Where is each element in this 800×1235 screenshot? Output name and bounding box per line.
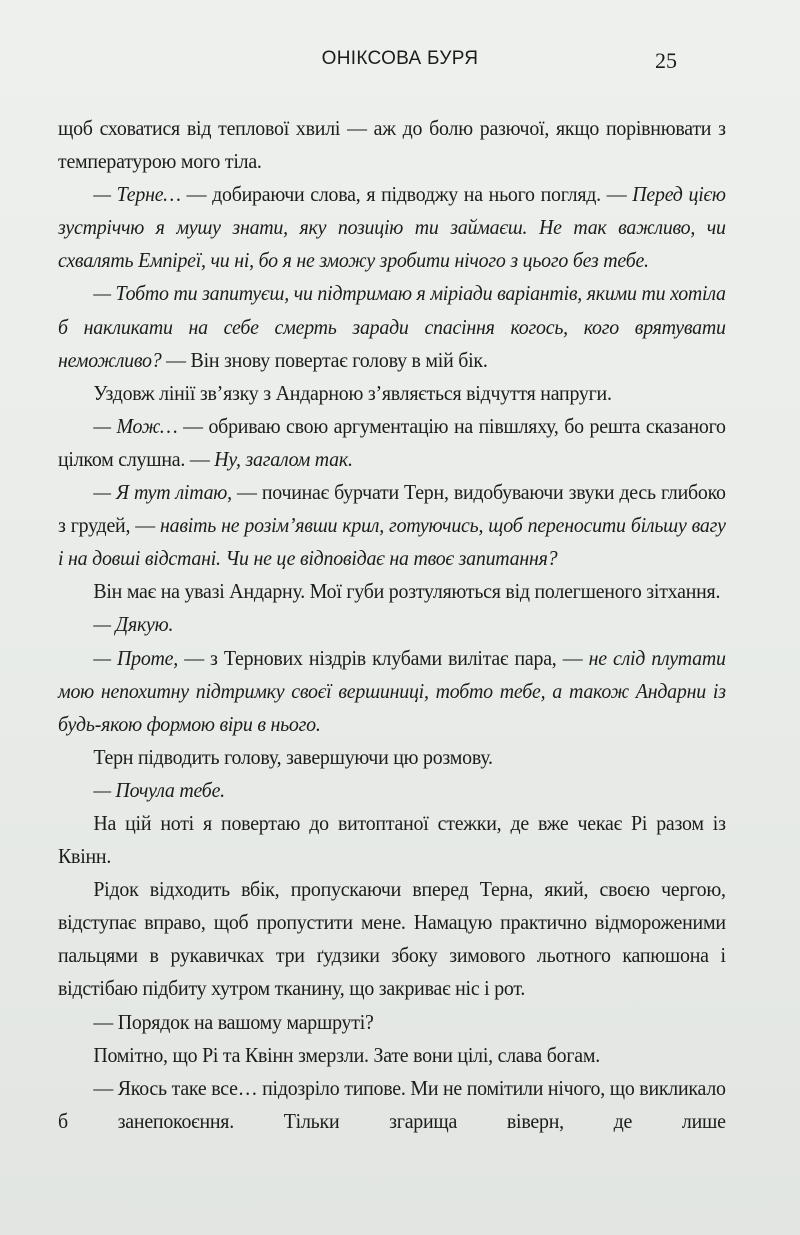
dragon-speech: — Тобто ти запитуєш, чи підтримаю я міріади варіантів, якими ти хотіла б накликати на себе смерть заради спасіння когось, кого врятувати неможливо? [58, 281, 726, 372]
dragon-speech: — Дякую. [93, 612, 174, 637]
text-run: — Порядок на вашому маршруті? [93, 1009, 374, 1034]
paragraph [58, 741, 726, 774]
text-run: Помітно, що Рі та Квінн змерзли. Зате вони цілі, слава богам. [93, 1042, 600, 1067]
paragraph [58, 178, 726, 277]
text-run: — Якось таке все… підозріло типове. Ми не помітили нічого, що викликало б занепокоєння. Тільки згарища віверн, де лише [58, 1075, 726, 1133]
paragraph [58, 642, 726, 741]
text-run: — Він знову повертає голову в мій бік. [161, 347, 488, 372]
paragraph [58, 575, 726, 608]
dragon-speech: — Проте, [93, 645, 179, 670]
text-run: Терн підводить голову, завершуючи цю розмову. [93, 744, 493, 769]
paragraph [58, 807, 726, 873]
text-run: Уздовж лінії зв’язку з Андарною з’являється відчуття напруги. [93, 380, 612, 405]
paragraph [58, 277, 726, 376]
paragraph [58, 1072, 726, 1138]
paragraph [58, 112, 726, 178]
text-run: На цій ноті я повертаю до витоптаної стежки, де вже чекає Рі разом із Квінн. [58, 810, 726, 869]
text-run: — починає бурчати Терн, видобуваючи звуки десь глибоко з грудей, — [58, 480, 726, 538]
body-text [58, 112, 726, 1138]
text-run: — обриваю свою аргументацію на півшляху, бо решта сказаного цілком слушна. — [58, 413, 726, 471]
paragraph [58, 873, 726, 1005]
text-run: щоб сховатися від теплової хвилі — аж до болю разючої, якщо порівнювати з температурою мого тіла. [58, 116, 726, 174]
text-run: — з Тернових ніздрів клубами вилітає пара, — [178, 645, 589, 670]
running-head [0, 48, 800, 78]
text-run: Рідок відходить вбік, пропускаючи вперед Терна, який, своєю чергою, відступає вправо, щоб пропустити мене. Намацую практично відмороженими пальцями в рукавичках три ґудзики збоку зимового льотного капюшона і відстібаю підбиту хутром тканину, що закриває ніс і рот. [58, 877, 726, 1001]
paragraph [58, 476, 726, 575]
text-run: — добираючи слова, я підводжу на нього погляд. — [180, 182, 633, 207]
paragraph [58, 1039, 726, 1072]
paragraph [58, 774, 726, 807]
dragon-speech: — Терне… [93, 182, 181, 207]
paragraph [58, 410, 726, 476]
paragraph [58, 377, 726, 410]
paragraph [58, 1006, 726, 1039]
dragon-speech: — Я тут літаю, [93, 480, 232, 505]
dragon-speech: Ну, загалом так. [214, 446, 353, 471]
dragon-speech: навіть не розім’явши крил, готуючись, щоб переносити більшу вагу і на довші відстані. Чи не це відповідає на твоє запитання? [58, 513, 726, 571]
dragon-speech: не слід плутати мою непохитну підтримку своєї вершиниці, тобто тебе, а також Андарни із будь-якою формою віри в нього. [58, 645, 726, 736]
book-title: ОНІКСОВА БУРЯ [321, 48, 479, 69]
dragon-speech: Перед цією зустріччю я мушу знати, яку позицію ти займаєш. Не так важливо, чи схвалять Емпіреї, чи ні, бо я не зможу зробити нічого з цього без тебе. [58, 182, 726, 273]
dragon-speech: — Мож… [93, 413, 178, 438]
text-run: Він має на увазі Андарну. Мої губи розтуляються від полегшеного зітхання. [93, 579, 721, 604]
paragraph [58, 608, 726, 641]
dragon-speech: — Почула тебе. [93, 777, 225, 802]
page-number: 25 [655, 48, 677, 73]
